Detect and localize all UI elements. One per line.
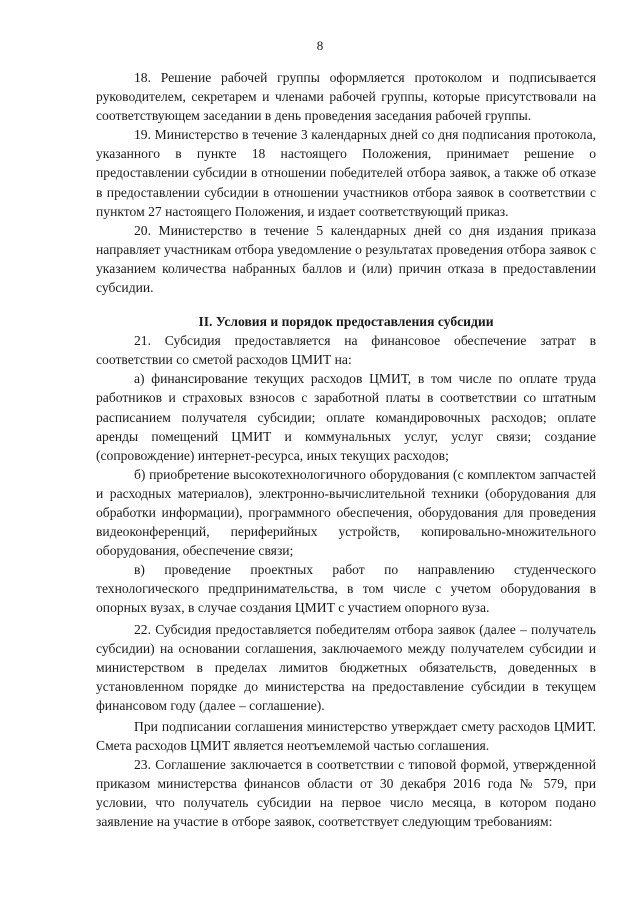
paragraph-20: 20. Министерство в течение 5 календарных дней со дня издания приказа направляет участникам отбора уведомление о результатах проведения отбора заявок с указанием количества набранных баллов и (или) причин отказа в предоставлении субсидии. [96, 222, 596, 296]
section-heading: II. Условия и порядок предоставления субсидии [198, 314, 494, 330]
paragraph-23: 23. Соглашение заключается в соответствии с типовой формой, утвержденной приказом министерства финансов области от 30 декабря 2016 года № 579, при условии, что получатель субсидии на первое число месяца, в котором подано заявление на участие в отборе заявок, соответствует следующим требованиям: [96, 757, 596, 830]
paragraph-21-c: в) проведение проектных работ по направлению студенческого технологического предпринимательства, в том числе с учетом оборудования в опорных вузах, в случае создания ЦМИТ с участием опорного вуза. [96, 562, 596, 616]
page-number: 8 [316, 38, 324, 53]
paragraph-19: 19. Министерство в течение 3 календарных дней со дня подписания протокола, указанного в пункте 18 настоящего Положения, принимает решение о предоставлении субсидии в отношении победителей отбора заявок, а также об отказе в предоставлении субсидии в отношении участников отбора заявок в соответствии с пунктом 27 настоящего Положения, и издает соответствующий приказ. [96, 127, 596, 219]
paragraph-22-note: При подписании соглашения министерство утверждает смету расходов ЦМИТ. Смета расходов ЦМИТ является неотъемлемой частью соглашения. [96, 719, 596, 754]
paragraph-22: 22. Субсидия предоставляется победителям отбора заявок (далее – получатель субсидии) на основании соглашения, заключаемого между получателем субсидии и министерством в пределах лимитов бюджетных обязательств, доведенных в установленном порядке до министерства на предоставление субсидии в текущем финансовом году (далее – соглашение). [96, 621, 596, 713]
paragraph-18: 18. Решение рабочей группы оформляется протоколом и подписывается руководителем, секретарем и членами рабочей группы, которые присутствовали на соответствующем заседании в день проведения заседания рабочей группы. [96, 70, 596, 124]
paragraph-21: 21. Субсидия предоставляется на финансовое обеспечение затрат в соответствии со сметой расходов ЦМИТ на: [96, 333, 596, 368]
paragraph-21-b: б) приобретение высокотехнологичного оборудования (с комплектом запчастей и расходных материалов), электронно-вычислительной техники (оборудования для обработки информации), программного обеспечения, оборудования для проведения видеоконференций, периферийных устройств, копировально-множительного оборудования, обеспечение связи; [96, 466, 596, 559]
paragraph-21-a: а) финансирование текущих расходов ЦМИТ, в том числе по оплате труда работников и страховых взносов с заработной платы в соответствии со штатным расписанием получателя субсидии; оплате командировочных расходов; оплате аренды помещений ЦМИТ и коммунальных услуг, услуг связи; создание (сопровождение) интернет-ресурса, иных текущих расходов; [96, 371, 596, 463]
document-body [96, 68, 596, 832]
